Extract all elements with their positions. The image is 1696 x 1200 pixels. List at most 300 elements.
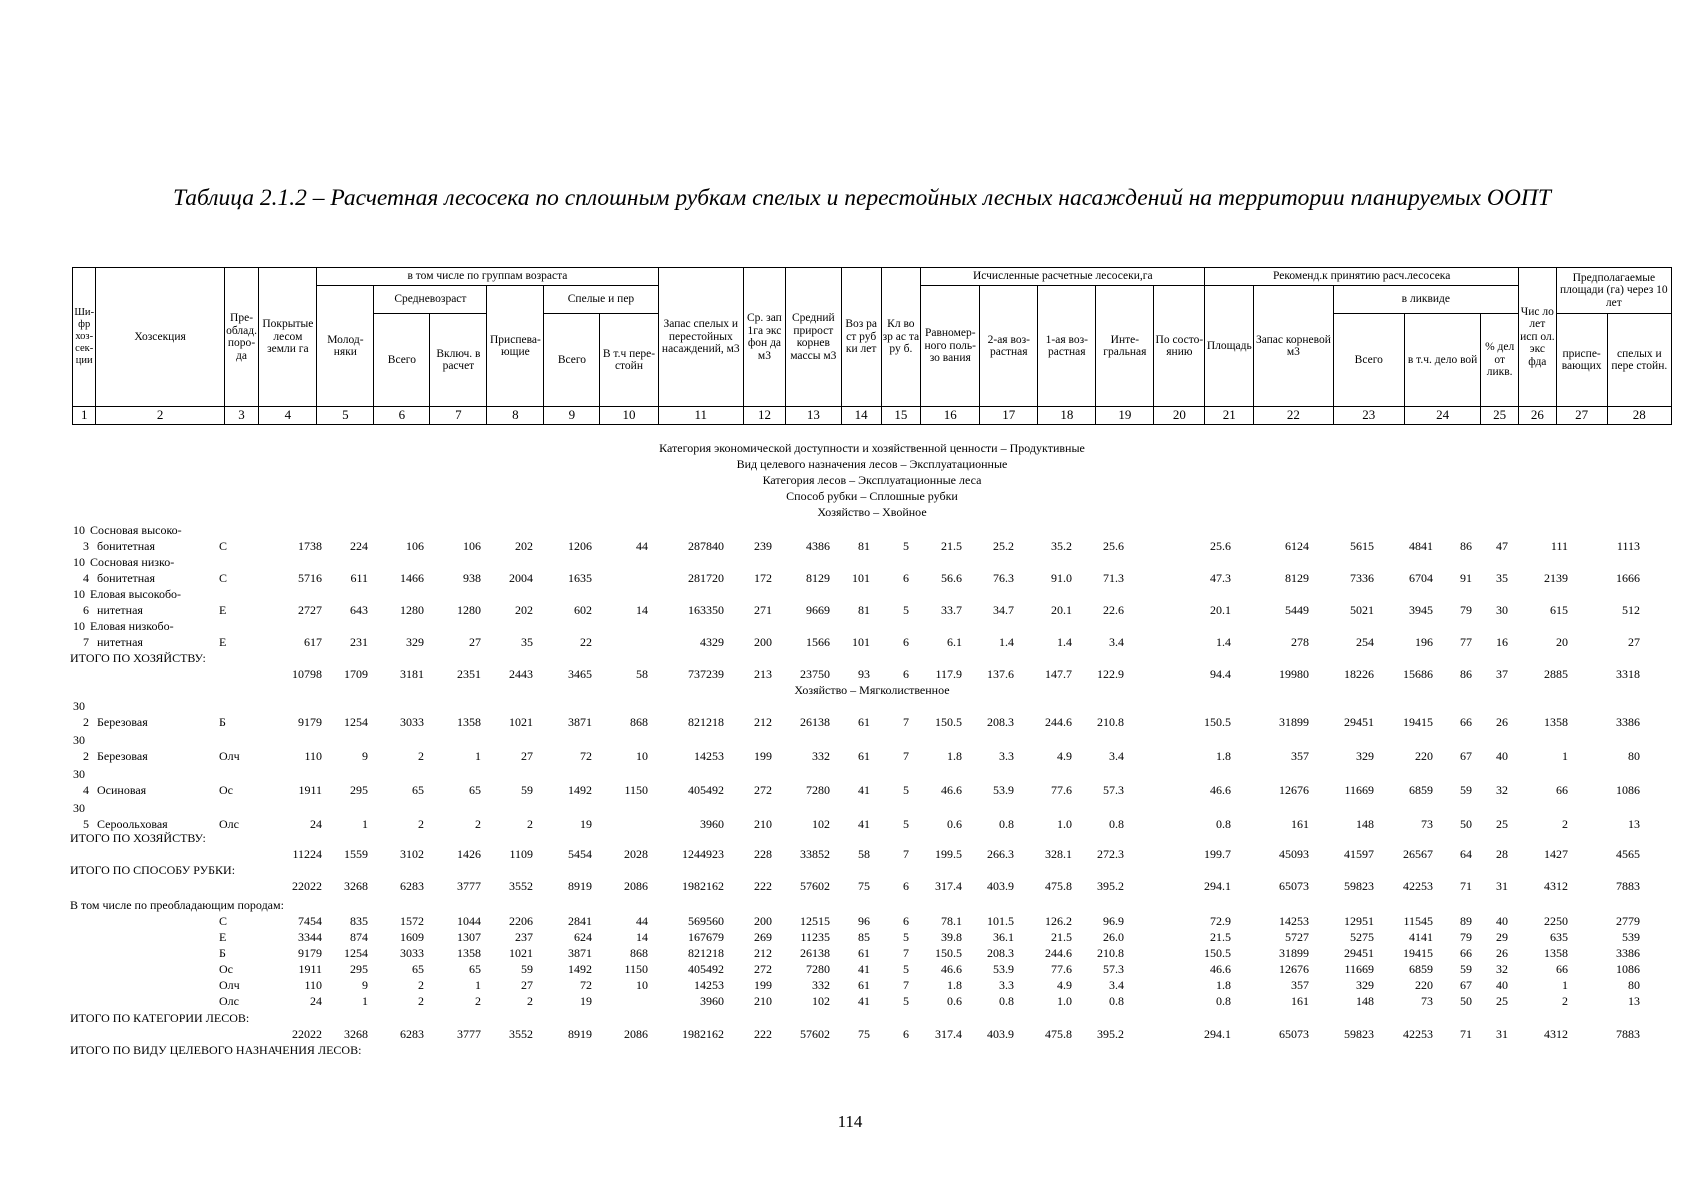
row-species: Олс xyxy=(219,994,239,1008)
table-cell: 58 xyxy=(858,847,870,861)
col-ripe-total-head: Всего xyxy=(544,314,600,407)
table-cell: 5449 xyxy=(1285,603,1309,617)
table-cell: 80 xyxy=(1628,749,1640,763)
table-cell: 7280 xyxy=(806,962,830,976)
table-cell: 58 xyxy=(636,667,648,681)
table-cell: 1566 xyxy=(806,635,830,649)
table-cell: 31899 xyxy=(1279,946,1309,960)
column-number: 26 xyxy=(1519,407,1557,425)
table-cell: 66 xyxy=(1556,962,1568,976)
table-cell: 6283 xyxy=(400,879,424,893)
row-name: Березовая xyxy=(97,715,148,729)
table-cell: 5 xyxy=(903,962,909,976)
table-cell: 1358 xyxy=(1544,715,1568,729)
table-cell: 3268 xyxy=(344,879,368,893)
table-cell: 1 xyxy=(475,978,481,992)
table-cell: 96 xyxy=(858,914,870,928)
table-cell: 3.4 xyxy=(1109,635,1124,649)
table-cell: 67 xyxy=(1460,978,1472,992)
table-cell: 148 xyxy=(1356,817,1374,831)
table-cell: 3777 xyxy=(457,879,481,893)
table-cell: 6283 xyxy=(400,1027,424,1041)
table-cell: 111 xyxy=(1550,539,1568,553)
col-species-head: Преоблад. порода xyxy=(224,268,259,407)
table-cell: 167679 xyxy=(688,930,724,944)
table-cell: 0.6 xyxy=(947,817,962,831)
table-cell: 33.7 xyxy=(941,603,962,617)
table-cell: 57602 xyxy=(800,1027,830,1041)
row-code: 10 xyxy=(73,555,85,569)
table-cell: 272 xyxy=(754,783,772,797)
table-cell: 196 xyxy=(1415,635,1433,649)
table-cell: 14253 xyxy=(1279,914,1309,928)
table-cell: 53.9 xyxy=(993,962,1014,976)
table-cell: 7 xyxy=(903,715,909,729)
table-cell: 4312 xyxy=(1544,1027,1568,1041)
table-cell: 5 xyxy=(903,783,909,797)
table-cell: 78.1 xyxy=(941,914,962,928)
table-cell: 1738 xyxy=(298,539,322,553)
table-cell: 91.0 xyxy=(1051,571,1072,585)
table-cell: 199.7 xyxy=(1204,847,1231,861)
table-cell: 42253 xyxy=(1403,879,1433,893)
row-name: Еловая низкобо- xyxy=(90,619,174,633)
table-cell: 29451 xyxy=(1344,715,1374,729)
table-cell: 47 xyxy=(1496,539,1508,553)
table-cell: 602 xyxy=(574,603,592,617)
table-cell: 81 xyxy=(858,539,870,553)
column-number: 21 xyxy=(1205,407,1254,425)
table-cell: 11669 xyxy=(1344,783,1374,797)
table-cell: 110 xyxy=(304,749,322,763)
total-label: В том числе по преобладающим породам: xyxy=(70,898,284,912)
table-cell: 26 xyxy=(1496,715,1508,729)
table-cell: 2 xyxy=(475,817,481,831)
table-cell: 21.5 xyxy=(941,539,962,553)
table-cell: 7883 xyxy=(1616,1027,1640,1041)
table-cell: 161 xyxy=(1291,817,1309,831)
column-number: 27 xyxy=(1556,407,1607,425)
table-cell: 3386 xyxy=(1616,946,1640,960)
table-cell: 272.3 xyxy=(1097,847,1124,861)
table-cell: 1 xyxy=(475,749,481,763)
table-cell: 329 xyxy=(1356,978,1374,992)
table-cell: 59 xyxy=(521,783,533,797)
table-cell: 0.8 xyxy=(1109,817,1124,831)
table-cell: 61 xyxy=(858,946,870,960)
table-cell: 15686 xyxy=(1403,667,1433,681)
row-name: Сосновая низко- xyxy=(90,555,175,569)
col-uniform-head: Равномер ного пользо вания xyxy=(921,286,980,407)
table-cell: 14 xyxy=(636,603,648,617)
table-cell: 102 xyxy=(812,817,830,831)
table-cell: 26138 xyxy=(800,946,830,960)
table-cell: 835 xyxy=(350,914,368,928)
table-cell: 1 xyxy=(1562,749,1568,763)
row-species: С xyxy=(219,571,228,585)
table-cell: 868 xyxy=(630,715,648,729)
row-code: 30 xyxy=(73,733,85,747)
table-cell: 1109 xyxy=(509,847,533,861)
group-calc-head: Исчисленные расчетные лесосеки,га xyxy=(921,268,1205,286)
table-cell: 4141 xyxy=(1409,930,1433,944)
table-cell: 1086 xyxy=(1616,783,1640,797)
table-cell: 106 xyxy=(463,539,481,553)
table-cell: 643 xyxy=(350,603,368,617)
table-cell: 172 xyxy=(754,571,772,585)
table-cell: 36.1 xyxy=(993,930,1014,944)
category-line: Хозяйство – Мягколиственное xyxy=(794,683,950,697)
table-cell: 4565 xyxy=(1616,847,1640,861)
table-cell: 11235 xyxy=(800,930,830,944)
table-cell: 3386 xyxy=(1616,715,1640,729)
table-cell: 3960 xyxy=(700,817,724,831)
row-code: 2 xyxy=(83,749,89,763)
table-cell: 40 xyxy=(1496,914,1508,928)
table-cell: 244.6 xyxy=(1045,715,1072,729)
table-cell: 44 xyxy=(636,914,648,928)
table-cell: 59 xyxy=(521,962,533,976)
table-cell: 65 xyxy=(412,783,424,797)
row-code: 30 xyxy=(73,767,85,781)
table-cell: 80 xyxy=(1628,978,1640,992)
table-cell: 5 xyxy=(903,930,909,944)
column-number: 20 xyxy=(1154,407,1205,425)
table-cell: 9 xyxy=(362,978,368,992)
row-code: 30 xyxy=(73,699,85,713)
table-cell: 40 xyxy=(1496,749,1508,763)
table-cell: 212 xyxy=(754,715,772,729)
col-liq-pct-head: % дел от ликв. xyxy=(1481,314,1519,407)
table-cell: 3.4 xyxy=(1109,749,1124,763)
table-cell: 615 xyxy=(1550,603,1568,617)
table-cell: 635 xyxy=(1550,930,1568,944)
table-cell: 1358 xyxy=(457,946,481,960)
table-cell: 1.4 xyxy=(1057,635,1072,649)
table-cell: 66 xyxy=(1556,783,1568,797)
table-cell: 77.6 xyxy=(1051,962,1072,976)
table-cell: 19415 xyxy=(1403,946,1433,960)
table-cell: 220 xyxy=(1415,749,1433,763)
table-cell: 2004 xyxy=(509,571,533,585)
table-cell: 163350 xyxy=(688,603,724,617)
table-cell: 2 xyxy=(527,817,533,831)
table-cell: 222 xyxy=(754,1027,772,1041)
table-cell: 6 xyxy=(903,667,909,681)
table-cell: 1666 xyxy=(1616,571,1640,585)
column-number: 1 xyxy=(73,407,96,425)
table-cell: 0.6 xyxy=(947,994,962,1008)
row-species: Олч xyxy=(219,978,240,992)
category-line: Вид целевого назначения лесов – Эксплуатационные xyxy=(736,457,1008,471)
table-cell: 20.1 xyxy=(1051,603,1072,617)
table-cell: 281720 xyxy=(688,571,724,585)
total-label: ИТОГО ПО ХОЗЯЙСТВУ: xyxy=(70,651,206,665)
table-cell: 405492 xyxy=(688,783,724,797)
table-cell: 287840 xyxy=(688,539,724,553)
table-cell: 295 xyxy=(350,962,368,976)
table-cell: 317.4 xyxy=(935,1027,962,1041)
table-cell: 210.8 xyxy=(1097,715,1124,729)
table-cell: 737239 xyxy=(688,667,724,681)
table-cell: 1982162 xyxy=(682,1027,724,1041)
table-cell: 6 xyxy=(903,635,909,649)
table-cell: 41 xyxy=(858,962,870,976)
table-cell: 0.8 xyxy=(1216,994,1231,1008)
col-condition-head: По состоянию xyxy=(1154,286,1205,407)
table-cell: 8919 xyxy=(568,1027,592,1041)
table-cell: 57.3 xyxy=(1103,962,1124,976)
table-cell: 86 xyxy=(1460,667,1472,681)
table-cell: 317.4 xyxy=(935,879,962,893)
table-cell: 46.6 xyxy=(1210,962,1231,976)
table-cell: 295 xyxy=(350,783,368,797)
table-cell: 76.3 xyxy=(993,571,1014,585)
table-cell: 2086 xyxy=(624,1027,648,1041)
table-cell: 27 xyxy=(521,749,533,763)
table-cell: 3318 xyxy=(1616,667,1640,681)
table-cell: 3033 xyxy=(400,715,424,729)
table-cell: 77 xyxy=(1460,635,1472,649)
table-cell: 2 xyxy=(418,749,424,763)
table-cell: 1426 xyxy=(457,847,481,861)
table-cell: 3465 xyxy=(568,667,592,681)
row-code: 5 xyxy=(83,817,89,831)
col-liq-business-head: в т.ч. дело вой xyxy=(1404,314,1480,407)
table-cell: 30 xyxy=(1496,603,1508,617)
total-label: ИТОГО ПО ВИДУ ЦЕЛЕВОГО НАЗНАЧЕНИЯ ЛЕСОВ: xyxy=(70,1043,362,1057)
col-rec-stock-head: Запас корневой м3 xyxy=(1254,286,1333,407)
table-cell: 59 xyxy=(1460,962,1472,976)
table-cell: 1.0 xyxy=(1057,994,1072,1008)
table-cell: 75 xyxy=(858,879,870,893)
table-cell: 0.8 xyxy=(1216,817,1231,831)
row-species: Е xyxy=(219,635,227,649)
table-cell: 137.6 xyxy=(987,667,1014,681)
table-cell: 2443 xyxy=(509,667,533,681)
table-cell: 395.2 xyxy=(1097,1027,1124,1041)
table-cell: 20.1 xyxy=(1210,603,1231,617)
table-cell: 19980 xyxy=(1279,667,1309,681)
table-cell: 6 xyxy=(903,914,909,928)
row-code: 10 xyxy=(73,587,85,601)
column-number: 25 xyxy=(1481,407,1519,425)
table-cell: 3181 xyxy=(400,667,424,681)
total-label: ИТОГО ПО ХОЗЯЙСТВУ: xyxy=(70,831,206,845)
table-cell: 3945 xyxy=(1409,603,1433,617)
table-cell: 475.8 xyxy=(1045,879,1072,893)
table-cell: 117.9 xyxy=(935,667,962,681)
table-cell: 1358 xyxy=(1544,946,1568,960)
table-cell: 1911 xyxy=(298,962,322,976)
table-cell: 1.8 xyxy=(947,978,962,992)
table-cell: 59823 xyxy=(1344,1027,1374,1041)
table-cell: 2206 xyxy=(509,914,533,928)
table-cell: 5 xyxy=(903,539,909,553)
table-cell: 6859 xyxy=(1409,962,1433,976)
col-forest-land-head: Покрытые лесом земли га xyxy=(259,268,317,407)
table-cell: 1044 xyxy=(457,914,481,928)
table-cell: 1358 xyxy=(457,715,481,729)
table-cell: 3871 xyxy=(568,715,592,729)
table-cell: 25.6 xyxy=(1103,539,1124,553)
table-cell: 44 xyxy=(636,539,648,553)
table-cell: 7883 xyxy=(1616,879,1640,893)
table-cell: 3552 xyxy=(509,1027,533,1041)
col-integral-head: Интегральная xyxy=(1096,286,1154,407)
table-cell: 821218 xyxy=(688,946,724,960)
row-code: 10 xyxy=(73,523,85,537)
table-cell: 26 xyxy=(1496,946,1508,960)
table-cell: 1 xyxy=(362,994,368,1008)
table-cell: 5716 xyxy=(298,571,322,585)
col-age1-head: 1-ая возрастная xyxy=(1038,286,1096,407)
column-number: 17 xyxy=(980,407,1038,425)
table-cell: 617 xyxy=(304,635,322,649)
table-cell: 199.5 xyxy=(935,847,962,861)
row-name: Осиновая xyxy=(97,783,147,797)
table-cell: 5727 xyxy=(1285,930,1309,944)
table-cell: 53.9 xyxy=(993,783,1014,797)
table-cell: 28 xyxy=(1496,847,1508,861)
table-cell: 21.5 xyxy=(1210,930,1231,944)
table-cell: 150.5 xyxy=(1204,715,1231,729)
table-cell: 3.3 xyxy=(999,749,1014,763)
column-number: 19 xyxy=(1096,407,1154,425)
table-cell: 5454 xyxy=(568,847,592,861)
table-cell: 23750 xyxy=(800,667,830,681)
table-cell: 126.2 xyxy=(1045,914,1072,928)
col-avg-stock-head: Ср. зап 1га экс фон да м3 xyxy=(744,268,786,407)
row-code: 30 xyxy=(73,801,85,815)
table-cell: 29451 xyxy=(1344,946,1374,960)
table-cell: 210 xyxy=(754,817,772,831)
table-cell: 6 xyxy=(903,879,909,893)
table-cell: 332 xyxy=(812,978,830,992)
table-caption: Таблица 2.1.2 – Расчетная лесосека по сплошным рубкам спелых и перестойных лесных насаждений на территории планируемых ООПТ xyxy=(173,185,1551,211)
table-cell: 231 xyxy=(350,635,368,649)
total-label: ИТОГО ПО КАТЕГОРИИ ЛЕСОВ: xyxy=(70,1011,250,1025)
table-cell: 81 xyxy=(858,603,870,617)
table-cell: 93 xyxy=(858,667,870,681)
table-cell: 9179 xyxy=(298,715,322,729)
table-cell: 22022 xyxy=(292,879,322,893)
column-number: 23 xyxy=(1333,407,1404,425)
table-cell: 59 xyxy=(1460,783,1472,797)
row-name: Березовая xyxy=(97,749,148,763)
table-cell: 106 xyxy=(406,539,424,553)
table-cell: 147.7 xyxy=(1045,667,1072,681)
table-cell: 228 xyxy=(754,847,772,861)
table-cell: 357 xyxy=(1291,978,1309,992)
table-cell: 1492 xyxy=(568,783,592,797)
table-cell: 10798 xyxy=(292,667,322,681)
table-cell: 1492 xyxy=(568,962,592,976)
category-line: Хозяйство – Хвойное xyxy=(817,505,927,519)
column-number: 16 xyxy=(921,407,980,425)
table-cell: 101.5 xyxy=(987,914,1014,928)
table-cell: 210.8 xyxy=(1097,946,1124,960)
column-number: 14 xyxy=(841,407,881,425)
table-cell: 26138 xyxy=(800,715,830,729)
table-cell: 868 xyxy=(630,946,648,960)
table-cell: 2 xyxy=(418,994,424,1008)
table-cell: 19 xyxy=(580,994,592,1008)
table-cell: 110 xyxy=(304,978,322,992)
table-cell: 210 xyxy=(754,994,772,1008)
row-species: Ос xyxy=(219,783,233,797)
column-number: 24 xyxy=(1404,407,1480,425)
table-cell: 13 xyxy=(1628,817,1640,831)
row-species: Олч xyxy=(219,749,240,763)
table-cell: 64 xyxy=(1460,847,1472,861)
table-cell: 72 xyxy=(580,978,592,992)
row-code: 2 xyxy=(83,715,89,729)
table-cell: 220 xyxy=(1415,978,1433,992)
table-cell: 41597 xyxy=(1344,847,1374,861)
table-cell: 65 xyxy=(469,962,481,976)
table-cell: 46.6 xyxy=(1210,783,1231,797)
table-cell: 41 xyxy=(858,783,870,797)
table-cell: 57602 xyxy=(800,879,830,893)
table-cell: 27 xyxy=(469,635,481,649)
table-cell: 35 xyxy=(521,635,533,649)
col-years-head: Чис ло лет исп ол. экс фда xyxy=(1519,268,1557,407)
table-cell: 1.4 xyxy=(999,635,1014,649)
total-label: ИТОГО ПО СПОСОБУ РУБКИ: xyxy=(70,863,236,877)
table-cell: 475.8 xyxy=(1045,1027,1072,1041)
table-cell: 1244923 xyxy=(682,847,724,861)
table-cell: 57.3 xyxy=(1103,783,1124,797)
table-cell: 150.5 xyxy=(1204,946,1231,960)
table-cell: 72 xyxy=(580,749,592,763)
table-cell: 26.0 xyxy=(1103,930,1124,944)
table-cell: 1559 xyxy=(344,847,368,861)
column-number: 22 xyxy=(1254,407,1333,425)
table-cell: 202 xyxy=(515,539,533,553)
row-name: нитетная xyxy=(97,603,143,617)
table-cell: 9669 xyxy=(806,603,830,617)
row-species: Олс xyxy=(219,817,239,831)
table-cell: 11669 xyxy=(1344,962,1374,976)
table-cell: 7 xyxy=(903,946,909,960)
column-number: 12 xyxy=(744,407,786,425)
table-cell: 403.9 xyxy=(987,879,1014,893)
table-cell: 9 xyxy=(362,749,368,763)
col-future-premature-head: приспевающих xyxy=(1556,314,1607,407)
table-cell: 45093 xyxy=(1279,847,1309,861)
table-cell: 41 xyxy=(858,817,870,831)
row-name: нитетная xyxy=(97,635,143,649)
col-rec-area-head: Площадь xyxy=(1205,286,1254,407)
table-cell: 512 xyxy=(1622,603,1640,617)
table-cell: 6 xyxy=(903,571,909,585)
column-number: 13 xyxy=(785,407,841,425)
table-cell: 938 xyxy=(463,571,481,585)
table-cell: 71 xyxy=(1460,879,1472,893)
row-code: 4 xyxy=(83,783,89,797)
page-number: 114 xyxy=(837,1112,863,1131)
table-cell: 11224 xyxy=(292,847,322,861)
table-cell: 67 xyxy=(1460,749,1472,763)
column-number: 7 xyxy=(430,407,487,425)
row-species: С xyxy=(219,539,228,553)
table-cell: 208.3 xyxy=(987,946,1014,960)
table-cell: 2086 xyxy=(624,879,648,893)
table-cell: 294.1 xyxy=(1204,879,1231,893)
table-cell: 65 xyxy=(469,783,481,797)
table-cell: 328.1 xyxy=(1045,847,1072,861)
